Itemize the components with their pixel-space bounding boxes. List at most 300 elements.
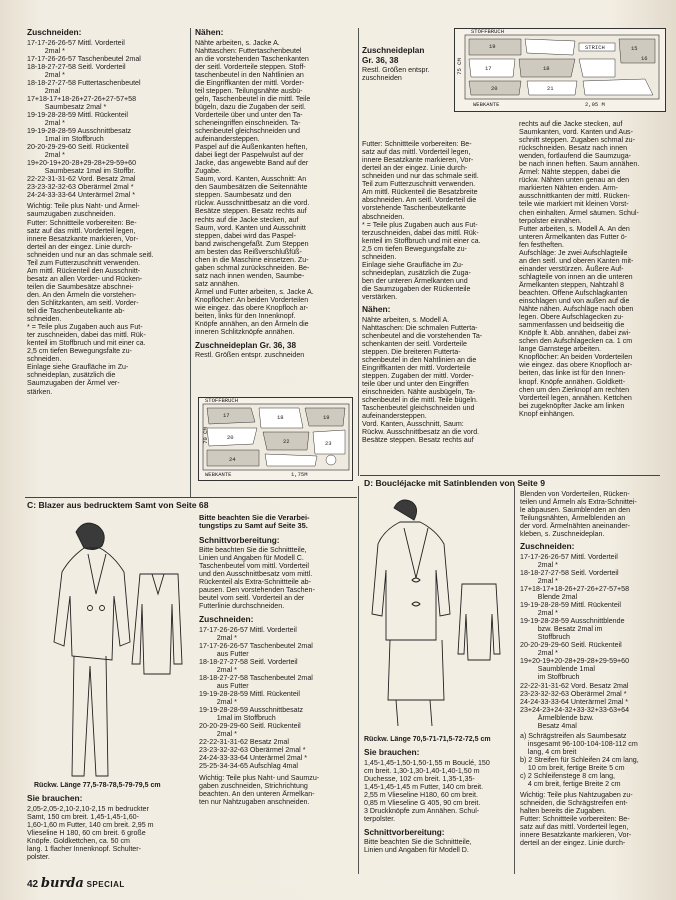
section-d-right-text <box>520 490 668 538</box>
section-d-sie-list <box>364 759 514 823</box>
piece-number: 19 <box>323 414 330 421</box>
cut-line: 2mal * <box>27 46 65 55</box>
section-c-cut <box>199 626 357 771</box>
text-line: Vorderteil legen, annähen. Kettchen <box>519 393 632 402</box>
text-line: und den Ausschnittbesatz vom mittl. <box>199 569 313 578</box>
text-line: schneideplan, zusätzlich die Zuga- <box>362 268 471 277</box>
text-line: innere Besatzkante markieren, Vor- <box>520 831 632 840</box>
text-line: Nähte arbeiten, s. Jacke A. <box>195 38 280 47</box>
text-line: schneiden und nur das schmale seitl. <box>362 172 479 181</box>
text-line: Ärmel und Futter arbeiten, s. Jacke A. <box>195 287 314 296</box>
text-line: innere Besatzkante markieren, Vor- <box>362 156 474 165</box>
list-line: 4 cm breit, fertige Breite 2 cm <box>520 780 621 789</box>
text-line: beachten. Offene Aufschlagkanten <box>519 288 628 297</box>
section-d-instructions <box>520 490 668 876</box>
text-line: schenbeutel in den Nahtlinien an die <box>362 355 477 364</box>
text-line: Am mittl. Rückenteil den Ausschnitt- <box>27 266 141 275</box>
text-line: Knopf einhängen. <box>519 409 575 418</box>
section-c-caption: Rückw. Länge 77,5-78-78,5-79-79,5 cm <box>34 782 161 789</box>
piece-number: 17 <box>485 65 492 72</box>
column-rule <box>514 486 515 874</box>
strip-label: STRICH <box>585 44 605 51</box>
text-line: Eingriffkanten der mittl. Vorderteile <box>362 363 471 372</box>
text-line: kleben, s. Zuschneideplan. <box>520 530 605 539</box>
text-line: besatz an allen Vorder- und Rücken- <box>27 274 143 283</box>
col3-naehen-paragraph <box>362 316 514 445</box>
cut-line: 17-17-26-26-57 Taschenbeutel 2mal <box>199 641 313 650</box>
cut-line: 1mal im Stoffbruch <box>27 135 104 144</box>
piece-number: 20 <box>491 85 498 92</box>
section-d-title: D: Boucléjacke mit Satinblenden von Seite 9 <box>364 478 545 488</box>
text-line: Futter: Schnittteile vorbereiten: Be- <box>362 140 472 149</box>
cut-line: 17-17-26-26-57 Mittl. Vorderteil <box>199 625 297 634</box>
diagram-bottom-right: 1,75M <box>291 471 308 478</box>
text-line: halten bereits die Zugaben. <box>520 807 606 816</box>
text-line: Saumkanten, vord. Kanten und Aus- <box>519 128 633 137</box>
cut-line: 17-17-26-26-57 Mittl. Vorderteil <box>27 38 125 47</box>
col3-plan-heading-2: Gr. 36, 38 <box>362 56 399 65</box>
text-line: steppen. Saumbesatz und den <box>195 191 292 200</box>
page-number: 42 <box>27 879 39 890</box>
text-line: schneiden und nur an das schmale seitl. <box>27 250 154 259</box>
piece-number: 15 <box>631 45 638 52</box>
text-line: Teilungsnähten, Ärmelblenden an <box>520 514 626 523</box>
text-line: schneiden. <box>27 355 62 364</box>
text-line: die Saumzugaben der Rückenteile <box>362 284 471 293</box>
text-line: einander verstürzen. Äußere Auf- <box>519 264 624 273</box>
cut-line: 19+20-19+20-28+29-28+29-59+60 <box>520 657 630 666</box>
section-c-cut-heading: Zuschneiden: <box>199 614 254 625</box>
text-line: chen in die Maschine einsetzen. Zu- <box>195 255 309 264</box>
cut-line: 2mal * <box>27 118 65 127</box>
text-line: schen den Aufschlagecken ca. 1 cm <box>519 337 633 346</box>
text-line: Futterlinie durchschneiden. <box>199 602 285 611</box>
cut-line: 19-19-28-28-59 Ausschnittblende <box>520 617 625 626</box>
cut-line: 1mal im Stoffbruch <box>199 714 276 723</box>
text-line: band zwischengefaßt. Zum Steppen <box>195 239 309 248</box>
text-line: terzuschneiden, dabei das mittl. Rük- <box>362 228 479 237</box>
list-line: lang, 4 cm breit <box>520 747 577 756</box>
material-line: 3 Druckknöpfe zum Annähen. Schul- <box>364 806 480 815</box>
material-line: terpolster. <box>364 814 396 823</box>
text-line: Rückw. Ausschnittbesatz an die vord. <box>362 428 480 437</box>
cut-line: 2mal * <box>199 698 237 707</box>
section-c-notice <box>199 514 357 531</box>
col3-plan-sub: Restl. Größen entspr. <box>362 66 430 74</box>
cut-line: Besatz 4mal <box>520 721 577 730</box>
material-line: Vlieseline H 180, 60 cm breit. 6 große <box>27 828 146 837</box>
col3-plan-sub-2: zuschneiden <box>362 74 402 83</box>
text-line: beachten. An den unteren Ärmelkan- <box>199 789 315 798</box>
material-line: 1,60-1,60 m Futter, 140 cm breit. 2,95 m <box>27 820 154 829</box>
text-line: einschneiden. Nähte ausbügeln, Ta- <box>362 387 476 396</box>
text-line: aufeinandersteppen. <box>362 412 427 421</box>
text-line: innere Besatzkante markieren, Vor- <box>27 234 139 243</box>
text-line: steppen. Die breiteren Futterta- <box>362 347 461 356</box>
text-line: Saum, vord. Kanten und Ausschnitt <box>195 223 306 232</box>
piece-number: 18 <box>277 414 284 421</box>
piece-number: 24 <box>229 456 236 463</box>
cut-line: 18-18-27-27-58 Seitl. Vorderteil <box>199 657 298 666</box>
text-line: satz nach innen wenden, Saumbe- <box>195 271 305 280</box>
text-line: pausen. Den vorstehenden Taschen- <box>199 586 315 595</box>
cut-line: bzw. Besatz 2mal im <box>520 625 603 634</box>
text-line: Jacke, das angewebte Band auf der <box>195 159 309 168</box>
section-c-prep-heading: Schnittvorbereitung: <box>199 535 280 545</box>
cut-line: 19-19-28-28-59 Mittl. Rückenteil <box>199 690 300 699</box>
column-rule <box>358 486 359 874</box>
cut-line: 18-18-27-27-58 Futtertaschenbeutel <box>27 78 141 87</box>
cut-line: 22-22-31-31-62 Besatz 2mal <box>199 738 289 747</box>
text-line: Einlage siehe Graufläche im Zu- <box>362 260 464 269</box>
text-line: inneren Schlitzknöpfe annähen. <box>195 328 295 337</box>
text-line: Saumzugaben der Ärmel ver- <box>27 379 120 388</box>
text-line: saumzugaben zuschneiden. <box>27 210 116 219</box>
section-c-prep <box>199 546 357 610</box>
layout-svg <box>199 398 352 480</box>
text-line: gaben schmal zurückschneiden. Be- <box>195 263 310 272</box>
text-line: den. An den Ärmeln die vorstehen- <box>27 290 137 299</box>
text-line: Nahttaschen: Die schmalen Futterta- <box>362 323 478 332</box>
notice-line: tungstips zu Samt auf Seite 35. <box>199 521 308 531</box>
text-line: wenden, fortlaufend die Saumzuga- <box>519 152 631 161</box>
cut-line: 19-19-28-28-59 Mittl. Rückenteil <box>520 601 621 610</box>
diagram-side-label: 70 CM <box>201 427 209 444</box>
section-c-materials <box>27 794 192 874</box>
col3-plan-heading: Zuschneideplan <box>362 46 425 55</box>
cut-line: Saumblende 1mal <box>520 665 595 674</box>
diagram-bottom-left: WEBKANTE <box>205 471 232 478</box>
text-line: rechts auf die Jacke stecken, auf <box>195 215 299 224</box>
text-line: schenbeutel gleichschneiden und <box>195 127 300 136</box>
notice-line: Bitte beachten Sie die Verarbei- <box>199 514 310 522</box>
text-line: schneiden. <box>362 252 397 261</box>
text-line: teilen und Ärmeln als Extra-Schnittei- <box>520 498 637 507</box>
section-c-sie-heading: Sie brauchen: <box>27 794 83 803</box>
material-line: 2,05-2,05-2,10-2,10-2,15 m bedruckter <box>27 804 149 813</box>
diagram-top-label: STOFFBRUCH <box>471 28 505 35</box>
text-line: beiten, das linke ist für den Innen- <box>519 369 626 378</box>
text-line: satz auf das mittl. Vorderteil legen, <box>27 226 136 235</box>
col4-paragraph <box>519 120 667 418</box>
cut-line: 2mal * <box>520 649 558 658</box>
text-line: ausschnittkanten der mittl. Rücken- <box>519 192 630 201</box>
cut-line: 23+24-23+24-32+33-32+33-63+64 <box>520 705 630 714</box>
text-line: aufeinandersteppen. <box>195 135 260 144</box>
cut-line: 19-19-28-28-59 Ausschnittbesatz <box>27 127 132 136</box>
text-line: schnitt steppen. Zugaben schmal zu- <box>519 136 635 145</box>
material-line: 0,85 m Vlieseline G 405, 90 cm breit. <box>364 798 481 807</box>
cut-line: 2mal * <box>520 609 558 618</box>
text-line: Besätze steppen. Besatz rechts auf <box>195 207 307 216</box>
text-line: Bitte beachten Sie die Schnittteile, <box>364 837 472 846</box>
text-line: schenkanten der seitl. Vorderteile <box>362 339 467 348</box>
list-line: b) 2 Streifen für Schleifen 24 cm lang, <box>520 755 639 764</box>
piece-number: 23 <box>325 440 332 447</box>
text-line: geln, Taschenbeutel in die mittl. Teile <box>195 94 311 103</box>
text-line: Wichtig: Teile plus Naht- und Ärmel- <box>27 202 140 211</box>
section-c-instructions <box>199 514 357 874</box>
text-line: markierten Nähten enden. Arm- <box>519 184 618 193</box>
text-line: teilen die Saumbesätze abschnei- <box>27 282 134 291</box>
text-line: stärken. <box>27 387 53 396</box>
text-line: Knöpfe annähen, an den Ärmeln die <box>195 320 309 329</box>
piece-number: 22 <box>283 438 290 445</box>
text-line: teil steppen. Teilungsnähte ausbü- <box>195 86 303 95</box>
text-line: schenbeutel in die mittl. Teile bügeln. <box>362 396 478 404</box>
boucle-jacket-illustration <box>364 494 514 734</box>
section-c-title: C: Blazer aus bedrucktem Samt von Seite 68 <box>27 500 209 510</box>
blazer-drawing <box>32 514 192 782</box>
text-line: beutel vom seitl. Vorderteil an der <box>199 594 305 603</box>
cut-line: Stoffbruch <box>520 633 570 642</box>
cut-line: 23-23-32-32-63 Oberärmel 2mal * <box>27 183 134 192</box>
text-line: Wichtig: Teile plus Nahtzugaben zu- <box>520 791 633 800</box>
text-line: einschlagen und von außen auf die <box>519 297 630 306</box>
cut-line: 19+20-19+20-28+29-28+29-59+60 <box>27 159 137 168</box>
text-line: am besten das Reißverschlußfüß- <box>195 247 302 256</box>
text-line: Futter: Schnittteile vorbereiten: Be- <box>520 815 630 824</box>
section-d-prep <box>364 838 514 854</box>
column-rule <box>190 28 191 498</box>
text-line: be nach innen heften. Saum annähen. <box>519 160 640 169</box>
text-line: Blenden von Vorderteilen, Rücken- <box>520 490 630 498</box>
cut-line: im Stoffbruch <box>520 673 580 682</box>
piece-number: 16 <box>641 55 648 62</box>
text-line: teil die Taschenbeutelkante ab- <box>27 307 125 316</box>
section-d-sie-heading: Sie brauchen: <box>364 748 420 757</box>
list-line: 10 cm breit, fertige Breite 5 cm <box>520 764 625 772</box>
text-line: an die vorstehenden Taschenkanten <box>195 54 309 63</box>
text-line: Knöpfe lt. Abb. annähen, dabei zwi- <box>519 329 631 338</box>
text-line: sammenfassen und beidseitig die <box>519 321 625 330</box>
piece-number: 21 <box>547 85 554 92</box>
text-line: derteil an der eingez. Linie durch- <box>520 839 626 848</box>
text-line: an den seitl. und oberen Kanten mit- <box>519 256 634 265</box>
cut-line: 19-19-28-28-59 Mittl. Rückenteil <box>27 110 128 119</box>
cut-line: 18-18-27-27-58 Taschenbeutel 2mal <box>199 673 313 682</box>
text-line: Vord. Kanten, Ausschnitt, Saum: <box>362 420 464 429</box>
text-line: satz auf das mittl. Vorderteil legen, <box>520 823 629 832</box>
column-4 <box>519 120 667 475</box>
text-line: schneideplan, zusätzlich die <box>27 371 116 380</box>
text-line: Einlage siehe Graufläche im Zu- <box>27 363 129 372</box>
cut-line: 20-20-29-29-60 Seitl. Rückenteil <box>520 641 622 650</box>
text-line: bügeln, dazu die Zugaben der seitl. <box>195 102 306 111</box>
text-line: ter zuschneiden, dabei das mittl. Rük- <box>27 331 146 340</box>
text-line: * = Teile plus Zugaben auch aus Fut- <box>362 220 478 229</box>
cut-line: 2mal * <box>199 633 237 642</box>
diagram-side-label: 75 CM <box>455 58 463 75</box>
col2-paragraph <box>195 39 355 337</box>
text-line: vorstehende Taschenbeutelkante <box>362 204 466 213</box>
cut-line: 2mal <box>27 86 61 95</box>
cut-line: 18-18-27-27-58 Seitl. Vorderteil <box>27 62 126 71</box>
section-d-caption: Rückw. Länge 70,5-71-71,5-72-72,5 cm <box>364 736 491 743</box>
col3-paragraph <box>362 140 514 301</box>
piece-number: 20 <box>227 434 234 441</box>
cut-line: Blende 2mal <box>520 593 578 602</box>
text-line: rechts auf die Jacke stecken, auf <box>519 120 623 128</box>
text-line: Teil zum Futterzuschnitt verwenden. <box>362 180 476 189</box>
text-line: steppen. Zugaben der mittl. Vorder- <box>362 371 474 380</box>
cut-line: Saumbesatz 1mal im Stoffbr. <box>27 167 136 176</box>
text-line: Vorderteile über und unter den Ta- <box>195 110 303 119</box>
material-line: lang. 1 flacher Innenknopf. Schulter- <box>27 844 141 853</box>
cut-line: 19-19-28-28-59 Ausschnittbesatz <box>199 706 304 715</box>
brand-logo: burda <box>40 876 84 891</box>
cut-line: 20-20-29-29-60 Seitl. Rückenteil <box>27 143 129 152</box>
text-line: steppen, dabei wird das Paspel- <box>195 231 296 240</box>
cut-line: 25-25-34-34-65 Aufschlag 4mal <box>199 762 298 771</box>
text-line: knopf. Knöpfe annähen. Goldkett- <box>519 377 626 386</box>
text-line: den Saumbesätzen die Seitennähte <box>195 183 308 192</box>
col1-heading: Zuschneiden: <box>27 28 82 37</box>
material-line: 2,55 m Vlieseline H180, 60 cm breit. <box>364 790 478 799</box>
diagram-bottom-left: WEBKANTE <box>473 101 500 108</box>
text-line: Nahttaschen: Futtertaschenbeutel <box>195 46 302 55</box>
page-footer <box>27 876 125 891</box>
text-line: Taschenbeutel vom mittl. Vorderteil <box>199 561 310 570</box>
text-line: abschneiden. Am seitl. Vorderteil die <box>362 196 477 205</box>
text-line: Nähte arbeiten, s. Modell A. <box>362 315 450 324</box>
cut-line: 17-17-26-26-57 Mittl. Vorderteil <box>520 552 618 561</box>
text-line: der vord. Ärmelnähten aneinander- <box>520 522 631 531</box>
text-line: Futter: Schnittteile vorbereiten: Be- <box>27 218 137 227</box>
material-line: 1,45-1,45-1,45 m Futter, 140 cm breit. <box>364 782 484 791</box>
cut-line: 2mal * <box>199 665 237 674</box>
text-line: wie eingez. das obere Knopfloch ar- <box>195 304 309 313</box>
material-line: Duchesse, 102 cm breit. 1,35-1,35- <box>364 774 475 783</box>
col2-plan-sub: Restl. Größen entspr. zuschneiden <box>195 351 305 360</box>
text-line: Besätze steppen. Besatz rechts auf <box>362 436 474 445</box>
cut-line: 23-23-32-32-63 Oberärmel 2mal * <box>520 689 627 698</box>
section-d-materials <box>364 748 514 874</box>
cut-line: 2mal * <box>27 70 65 79</box>
cut-line: 23-23-32-32-63 Oberärmel 2mal * <box>199 746 306 755</box>
cut-line: 22-22-31-31-62 Vord. Besatz 2mal <box>520 681 629 690</box>
col2-plan-heading: Zuschneideplan Gr. 36, 38 <box>195 341 297 351</box>
material-line: Knöpfe. Goldkettchen, ca. 50 cm <box>27 836 130 845</box>
text-line: Taschenbeutel gleichschneiden und <box>362 404 475 413</box>
text-line: schenbeutel and die vorstehenden Ta- <box>362 331 483 340</box>
material-line: Samt, 150 cm breit. 1,45-1,45-1,60- <box>27 812 139 821</box>
text-line: chen um den Zierknopf am rechten <box>519 385 630 394</box>
text-line: kenteil im Stoffbruch und mit einer ca. <box>362 236 481 245</box>
cut-line: 2mal * <box>520 560 558 569</box>
piece-number: 17 <box>223 412 230 419</box>
text-line: schneiden. <box>27 315 62 324</box>
text-line: Bitte beachten Sie die Schnittteile, <box>199 545 307 554</box>
section-c-wichtig <box>199 774 357 806</box>
text-line: rückw. Ausschnittbesatz an die vord. <box>195 199 310 208</box>
text-line: ben der unteren Ärmelkanten und <box>362 276 468 285</box>
text-line: Knopflöcher: An beiden Vorderteilen <box>195 296 309 304</box>
text-line: Zugabe. <box>195 167 222 176</box>
list-line: insgesamt 96-100-104-108-112 cm <box>520 739 638 748</box>
text-line: * = Teile plus Zugaben auch aus Fut- <box>27 323 143 332</box>
text-line: Teil zum Futterzuschnitt verwenden. <box>27 258 141 267</box>
section-d-list <box>520 732 668 788</box>
brand-special: SPECIAL <box>86 880 125 889</box>
section-d-cut-heading: Zuschneiden: <box>520 541 575 552</box>
text-line: Rückenteil als Extra-Schnittteile ab- <box>199 578 311 586</box>
text-line: Knopflöcher: An beiden Vorderteilen <box>519 353 633 362</box>
diagram-bottom-right: 2,05 M <box>585 101 605 108</box>
text-line: Linien und Angaben für Modell D. <box>364 845 469 854</box>
text-line: teile über und unter den Eingriffen <box>362 379 469 388</box>
text-line: Ärmelkanten steppen, Nahtzahl 8 <box>519 280 624 289</box>
text-line: unteren Ärmelkanten das Futter ö- <box>519 232 628 241</box>
text-line: chen einhalten. Ärmel säumen. Schul- <box>519 208 639 217</box>
list-line: a) Schrägstreifen als Saumbesatz <box>520 731 627 740</box>
text-line: taschenbeutel in den Nahtlinien an <box>195 70 304 79</box>
text-line: derteil an der eingez. Linie durch- <box>27 242 133 251</box>
cut-line: aus Futter <box>199 649 249 658</box>
section-d-wichtig <box>520 791 668 847</box>
material-line: cm breit. 1,30-1,30-1,40-1,40-1,50 m <box>364 766 480 775</box>
piece-number: 19 <box>489 43 496 50</box>
text-line: Wichtig: Teile plus Naht- und Saumzu- <box>199 773 320 782</box>
text-line: der seitl. Vorderteile steppen. Stoff- <box>195 62 306 71</box>
text-line: terpolster einnähen. <box>519 216 582 225</box>
cut-line: 18-18-27-27-58 Seitl. Vorderteil <box>520 568 619 577</box>
jacket-drawing <box>364 494 514 734</box>
text-line: lange Garnstege arbeiten. <box>519 345 602 354</box>
text-line: gaben zuschneiden, Strichrichtung <box>199 781 308 790</box>
text-line: Linien und Angaben für Modell C. <box>199 553 304 562</box>
diagram-top-label: STOFFBRUCH <box>205 397 239 404</box>
text-line: dabei liegt der Paspelwulst auf der <box>195 151 304 160</box>
cut-line: 2mal * <box>199 730 237 739</box>
text-line: legen. Obere Aufschlagecken zu- <box>519 313 624 322</box>
text-line: derteil an der eingez. Linie durch- <box>362 164 468 173</box>
cut-line: Ärmelblende bzw. <box>520 713 594 722</box>
section-d-prep-heading: Schnittvorbereitung: <box>364 827 445 837</box>
text-line: le abpausen. Saumblenden an den <box>520 506 631 515</box>
text-line: teile wie markiert mit kleinen Vorst- <box>519 200 629 209</box>
text-line: beiten, links für den Innenknopf. <box>195 312 296 321</box>
text-line: Saum, vord. Kanten, Ausschnitt: An <box>195 175 307 184</box>
text-line: Aufschläge: Je zwei Aufschlagteile <box>519 248 628 257</box>
text-line: Paspel auf die Außenkanten heften, <box>195 143 308 152</box>
cut-line: 2mal * <box>520 576 558 585</box>
text-line: 2,5 cm tiefen Bewegungsfalte zu- <box>362 244 467 253</box>
cut-line: 24-24-33-33-64 Unterärmel 2mal * <box>199 754 308 763</box>
text-line: Nähte nähen. Aufschläge nach oben <box>519 305 634 314</box>
cut-line: 24-24-33-33-64 Unterärmel 2mal * <box>27 191 136 200</box>
text-line: den Schlitzkanten, am seitl. Vorder- <box>27 299 139 307</box>
cut-line: aus Futter <box>199 682 249 691</box>
cut-line: 17-17-26-26-57 Taschenbeutel 2mal <box>27 54 141 63</box>
blazer-illustration <box>32 514 192 782</box>
text-line: kenteil im Stoffbruch und mit einer ca. <box>27 339 146 348</box>
col3-naehen-heading: Nähen: <box>362 304 391 315</box>
section-c-sie-list <box>27 805 192 861</box>
col1-paragraph <box>27 202 187 395</box>
text-line: Futter arbeiten, s. Modell A. An den <box>519 224 630 233</box>
text-line: abschneiden. <box>362 212 405 221</box>
material-line: polster. <box>27 852 50 861</box>
list-line: c) 2 Schleifenstege 8 cm lang, <box>520 772 616 781</box>
text-line: Am mittl. Rückenteil die Besatzbreite <box>362 188 478 197</box>
cut-line: 17+18-17+18-26+27-26+27-57+58 <box>27 94 137 103</box>
text-line: wie eingez. das obere Knopfloch ar- <box>519 361 633 370</box>
cutting-layout-diagram-2 <box>454 28 666 112</box>
cut-line: 17+18-17+18-26+27-26+27-57+58 <box>520 584 630 593</box>
cut-line: Saumbesatz 2mal * <box>27 102 107 111</box>
text-line: 2,5 cm tiefen Bewegungsfalte zu- <box>27 347 132 356</box>
